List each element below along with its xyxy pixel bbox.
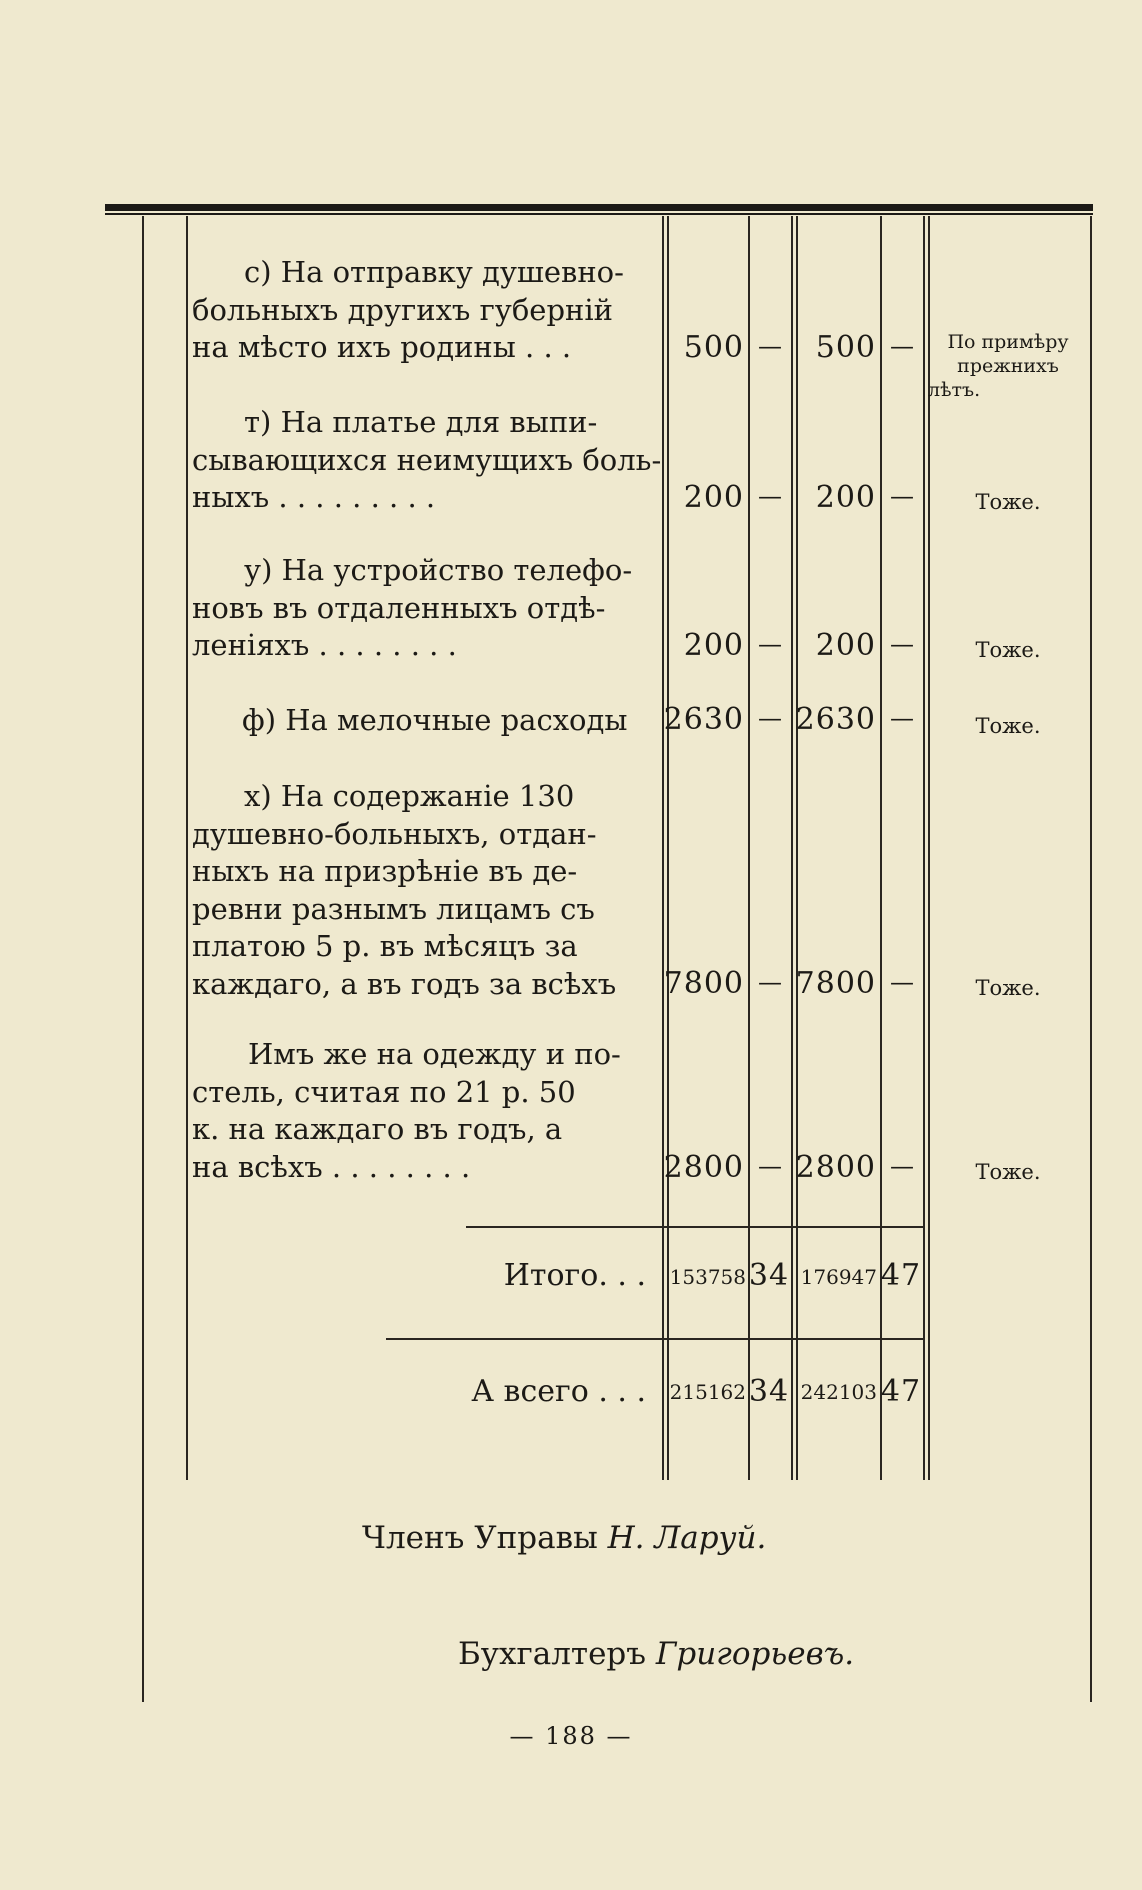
kopecks-1: — [758,1152,782,1180]
kopecks-2: — [890,968,914,996]
table-row [192,254,640,367]
row-text-line: ревни разнымъ лицамъ съ [192,891,595,926]
row-text-line: больныхъ другихъ губерній [192,292,613,327]
row-text-line: на всѣхъ . . . . . . . . [192,1149,471,1184]
note: Тоже. [975,976,1041,1000]
row-text-line: х) На содержаніе 130 [244,779,575,813]
table-divider [928,216,930,1480]
row-text-line: ныхъ . . . . . . . . . [192,480,436,514]
kopecks-1: — [758,482,782,510]
table-border-right [1090,216,1092,1702]
accountant-name: Григорьевъ. [655,1636,855,1672]
table-row [192,404,662,517]
table-divider [796,216,798,1480]
itogo-rule [466,1226,924,1228]
amount-2: 7800 [795,966,876,1001]
vsego-kopecks-1: 34 [748,1374,790,1409]
amount-2: 2630 [795,702,876,737]
row-text-line: на мѣсто ихъ родины . . . [192,330,572,364]
top-rule-thick [105,204,1093,211]
note-line: лѣтъ. [928,379,981,401]
table-divider [667,216,669,1480]
note: Тоже. [975,638,1041,662]
table-row [192,552,640,665]
table-row [192,1036,640,1186]
table-row [192,702,640,740]
table-divider [186,216,188,1480]
row-text-line: с) На отправку душевно- [244,255,624,289]
amount-2: 200 [815,628,876,663]
kopecks-2: — [890,704,914,732]
note-line: прежнихъ [957,355,1059,377]
kopecks-1: — [758,332,782,360]
member-signature [362,1520,766,1556]
note-line: По примѣру [947,331,1069,353]
row-text-line: стель, считая по 21 р. 50 [192,1074,576,1109]
itogo-kopecks-2: 47 [880,1258,922,1293]
amount-1: 200 [683,628,744,663]
vsego-label: А всего . . . [471,1374,646,1409]
note: Тоже. [975,1160,1041,1184]
row-text-line: у) На устройство телефо- [244,553,633,587]
kopecks-2: — [890,630,914,658]
top-rule-thin [105,213,1093,215]
kopecks-1: — [758,630,782,658]
kopecks-1: — [758,704,782,732]
amount-1: 500 [683,330,744,365]
table-divider [923,216,925,1480]
amount-2: 500 [815,330,876,365]
amount-1: 2630 [663,702,744,737]
note: Тоже. [975,714,1041,738]
vsego-rule [386,1338,924,1340]
kopecks-2: — [890,1152,914,1180]
amount-2: 200 [815,480,876,515]
vsego-kopecks-2: 47 [880,1374,922,1409]
row-text-line: платою 5 р. въ мѣсяцъ за [192,929,578,963]
itogo-amount-2: 176947 [800,1265,877,1289]
member-name: Н. Ларуй. [607,1520,767,1556]
amount-1: 2800 [663,1150,744,1185]
itogo-kopecks-1: 34 [748,1258,790,1293]
note [928,330,1088,402]
row-text-line: леніяхъ . . . . . . . . [192,628,457,662]
kopecks-2: — [890,482,914,510]
amount-1: 7800 [663,966,744,1001]
amount-1: 200 [683,480,744,515]
row-text-line: каждаго, а въ годъ за всѣхъ [192,966,617,1001]
itogo-amount-1: 153758 [669,1265,746,1289]
row-text-line: т) На платье для выпи- [244,405,598,439]
table-divider [662,216,664,1480]
row-text-line: ныхъ на призрѣніе въ де- [192,854,578,888]
table-border-left [142,216,144,1702]
row-text-line: сывающихся неимущихъ боль- [192,442,662,477]
vsego-amount-1: 215162 [669,1380,746,1404]
vsego-amount-2: 242103 [800,1380,877,1404]
page-number: — 188 — [509,1722,633,1750]
accountant-signature [458,1636,854,1672]
table-divider [791,216,793,1480]
kopecks-1: — [758,968,782,996]
row-text-line: душевно-больныхъ, отдан- [192,816,597,851]
amount-2: 2800 [795,1150,876,1185]
row-text-line: к. на каждаго въ годъ, а [192,1112,563,1146]
itogo-label: Итого. . . [503,1258,646,1293]
accountant-role: Бухгалтеръ [458,1636,646,1672]
row-text-line: новъ въ отдаленныхъ отдѣ- [192,590,606,625]
table-row [192,778,640,1003]
kopecks-2: — [890,332,914,360]
member-role: Членъ Управы [362,1520,598,1556]
row-text-line: ф) На мелочные расходы [242,703,628,737]
note: Тоже. [975,490,1041,514]
row-text-line: Имъ же на одежду и по- [248,1037,621,1071]
